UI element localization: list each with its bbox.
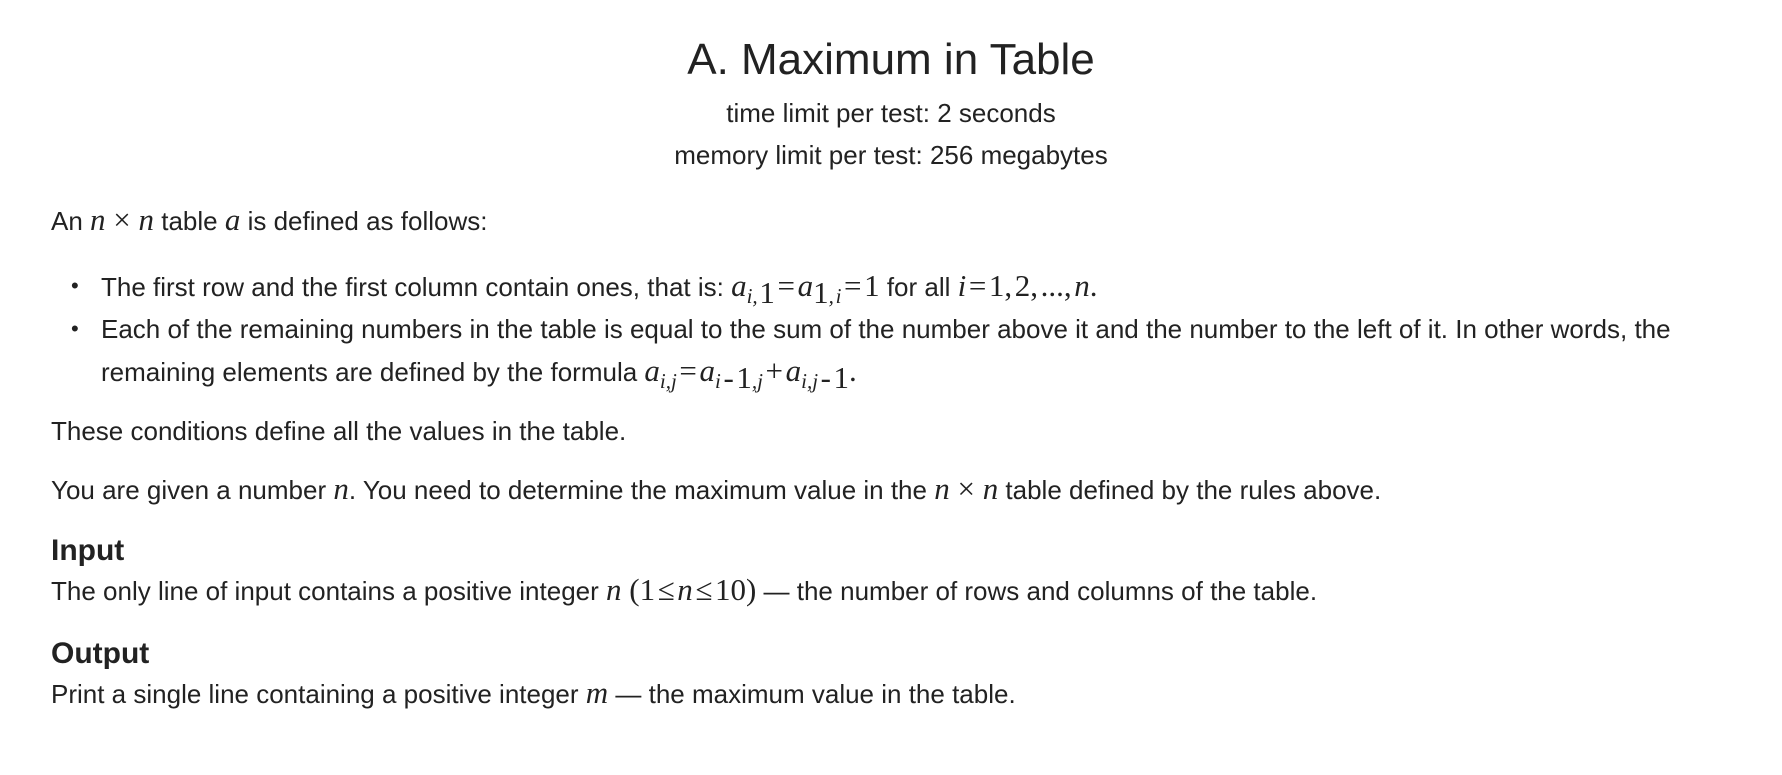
time-limit: time limit per test: 2 seconds: [726, 98, 1056, 128]
input-title: Input: [51, 534, 125, 567]
math-input-constraint: n (1 ≤ n ≤ 10): [606, 572, 757, 607]
input-section: [51, 532, 1731, 611]
math-recurrence: $a_{i,j}$ = $a_{i - 1,j}$ + $a_{i,j - 1}$.: [644, 353, 857, 395]
math-first-row-formula: $a_{i, 1}$ = $a_{1, i}$ = 1: [731, 268, 880, 310]
math-m: m: [585, 675, 609, 710]
output-section: [51, 635, 1731, 714]
problem-header: [51, 0, 1731, 176]
math-n-times-n: n × n: [934, 471, 999, 506]
math-n-times-n: n × n: [90, 202, 155, 237]
output-title: Output: [51, 637, 150, 670]
conditions-summary: These conditions define all the values in the table.: [51, 416, 627, 446]
statement-intro: An n × n table a is defined as follows:: [51, 202, 488, 237]
conditions-list: [51, 265, 1731, 393]
problem-title: A. Maximum in Table: [687, 35, 1095, 84]
math-n: n: [333, 471, 349, 506]
memory-limit: memory limit per test: 256 megabytes: [674, 140, 1108, 170]
math-a: a: [224, 202, 241, 237]
input-description: The only line of input contains a positive integer n (1 ≤ n ≤ 10) — the number of rows and columns of the table.: [51, 572, 1318, 607]
math-range: i = 1, 2, ..., n.: [957, 268, 1098, 303]
list-item: • Each of the remaining numbers in the table is equal to the sum of the number above it and the number to the left of it. In other words, the remaining elements are defined by the formula $a_{i,j}$ = $a_{i - 1,j}$ + $a_{i,j - 1}$.: [101, 308, 1731, 393]
list-item: • The first row and the first column contain ones, that is: $a_{i, 1}$ = $a_{1, i}$ = 1 for all i = 1, 2, ..., n.: [101, 265, 1731, 308]
output-description: Print a single line containing a positive integer m — the maximum value in the table.: [51, 675, 1016, 710]
task-description: You are given a number n. You need to determine the maximum value in the n × n table defined by the rules above.: [51, 471, 1382, 506]
